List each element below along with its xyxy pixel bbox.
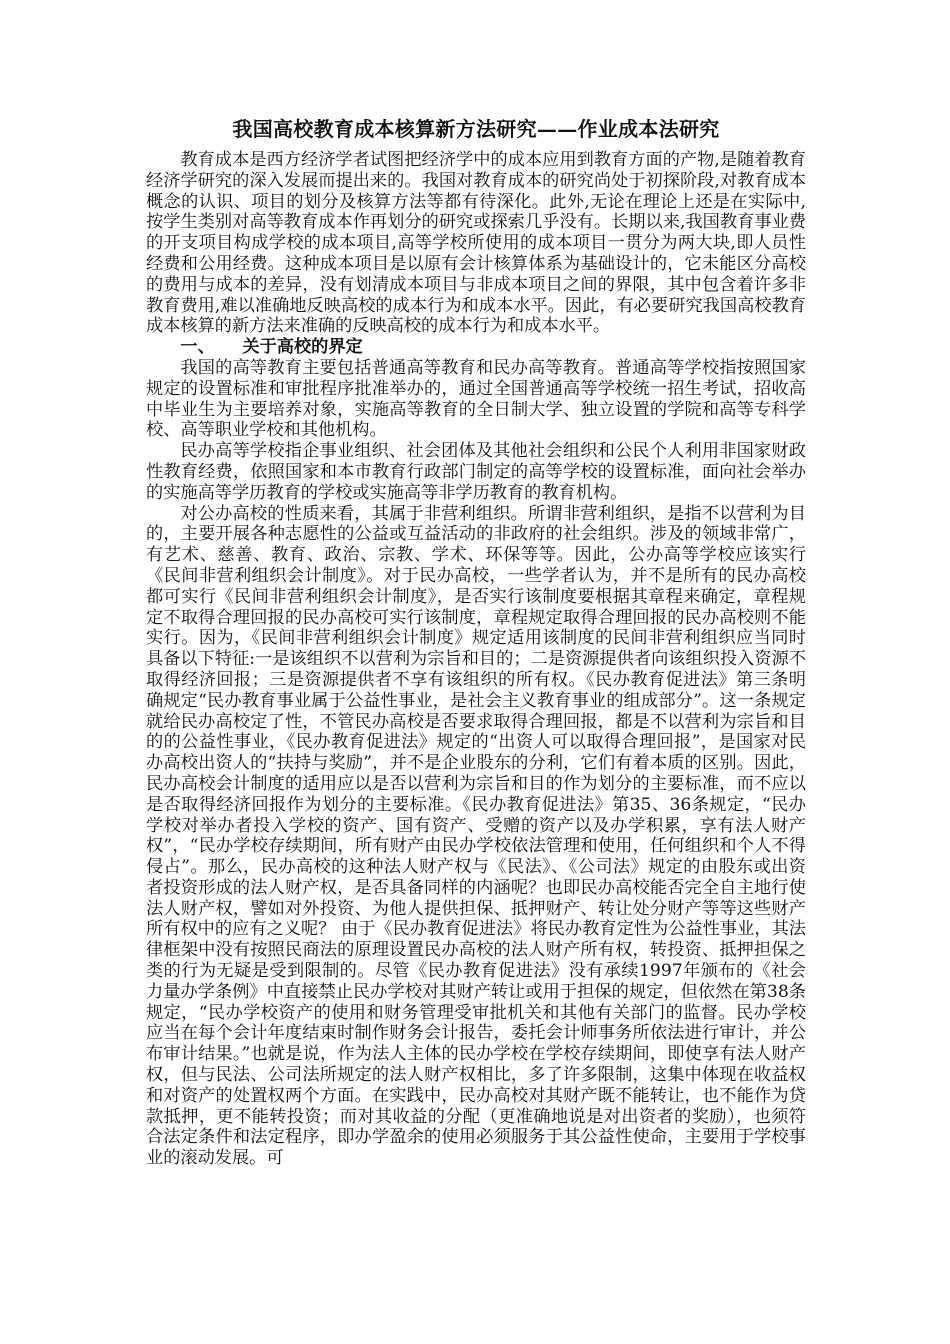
document-title: 我国高校教育成本核算新方法研究——作业成本法研究	[232, 117, 720, 141]
body-paragraph: 我国的高等教育主要包括普通高等教育和民办高等教育。普通高等学校指按照国家规定的设置标准和审批程序批准举办的，通过全国普通高等学校统一招生考试，招收高中毕业生为主要培养对象，实施高等教育的全日制大学、独立设置的学院和高等专科学校、高等职业学校和其他机构。	[146, 357, 806, 441]
document-page	[146, 112, 806, 1169]
body-paragraph: 民办高等学校指企事业组织、社会团体及其他社会组织和公民个人利用非国家财政性教育经费，依照国家和本市教育行政部门制定的高等学校的设置标准，面向社会举办的实施高等学历教育的学校或实施高等非学历教育的教育机构。	[146, 441, 806, 503]
section-heading-text: 关于高校的界定	[242, 337, 363, 358]
intro-paragraph: 教育成本是西方经济学者试图把经济学中的成本应用到教育方面的产物,是随着教育经济学研究的深入发展而提出来的。我国对教育成本的研究尚处于初探阶段,对教育成本概念的认识、项目的划分及核算方法等都有待深化。此外,无论在理论上还是在实际中,按学生类别对高等教育成本作再划分的研究或探索几乎没有。长期以来,我国教育事业费的开支项目构成学校的成本项目,高等学校所使用的成本项目一贯分为两大块,即人员性经费和公用经费。这种成本项目是以原有会计核算体系为基础设计的，它未能区分高校的费用与成本的差异，没有划清成本项目与非成本项目之间的界限，其中包含着许多非教育费用,难以准确地反映高校的成本行为和成本水平。因此，有必要研究我国高校教育成本核算的新方法来准确的反映高校的成本行为和成本水平。	[146, 150, 806, 337]
body-paragraph: 对公办高校的性质来看，其属于非营利组织。所谓非营利组织，是指不以营利为目的，主要开展各种志愿性的公益或互益活动的非政府的社会组织。涉及的领域非常广，有艺术、慈善、教育、政治、宗教、学术、环保等等。因此，公办高等学校应该实行《民间非营利组织会计制度》。对于民办高校，一些学者认为，并不是所有的民办高校都可实行《民间非营利组织会计制度》，是否实行该制度要根据其章程来确定，章程规定不取得合理回报的民办高校可实行该制度，章程规定取得合理回报的民办高校则不能实行。因为，《民间非营利组织会计制度》规定适用该制度的民间非营利组织应当同时具备以下特征:一是该组织不以营利为宗旨和目的；二是资源提供者向该组织投入资源不取得经济回报；三是资源提供者不享有该组织的所有权。《民办教育促进法》第三条明确规定“民办教育事业属于公益性事业，是社会主义教育事业的组成部分”。这一条规定就给民办高校定了性，不管民办高校是否要求取得合理回报，都是不以营利为宗旨和目的的公益性事业，《民办教育促进法》规定的“出资人可以取得合理回报”，是国家对民办高校出资人的“扶持与奖励”，并不是企业股东的分利，它们有着本质的区别。因此，民办高校会计制度的适用应以是否以营利为宗旨和目的作为划分的主要标准，而不应以是否取得经济回报作为划分的主要标准。《民办教育促进法》第35、36条规定，“民办学校对举办者投入学校的资产、国有资产、受赠的资产以及办学积累，享有法人财产权”，“民办学校存续期间，所有财产由民办学校依法管理和使用，任何组织和个人不得侵占”。那么，民办高校的这种法人财产权与《民法》、《公司法》规定的由股东或出资者投资形成的法人财产权，是否具备同样的内涵呢？也即民办高校能否完全自主地行使法人财产权，譬如对外投资、为他人提供担保、抵押财产、转让处分财产等等这些财产所有权中的应有之义呢？ 由于《民办教育促进法》将民办教育定性为公益性事业，其法律框架中没有按照民商法的原理设置民办高校的法人财产所有权，转投资、抵押担保之类的行为无疑是受到限制的。尽管《民办教育促进法》没有承续1997年颁布的《社会力量办学条例》中直接禁止民办学校对其财产转让或用于担保的规定，但依然在第38条规定，“民办学校资产的使用和财务管理受审批机关和其他有关部门的监督。民办学校应当在每个会计年度结束时制作财务会计报告，委托会计师事务所依法进行审计，并公布审计结果。”也就是说，作为法人主体的民办学校在学校存续期间，即使享有法人财产权，但与民法、公司法所规定的法人财产权相比，多了许多限制，这集中体现在收益权和对资产的处置权两个方面。在实践中，民办高校对其财产既不能转让，也不能作为贷款抵押，更不能转投资；而对其收益的分配（更准确地说是对出资者的奖励），也须符合法定条件和法定程序，即办学盈余的使用必须服务于其公益性使命，主要用于学校事业的滚动发展。可	[146, 503, 806, 1169]
section-number: 一、	[180, 337, 215, 358]
section-heading	[146, 337, 806, 358]
